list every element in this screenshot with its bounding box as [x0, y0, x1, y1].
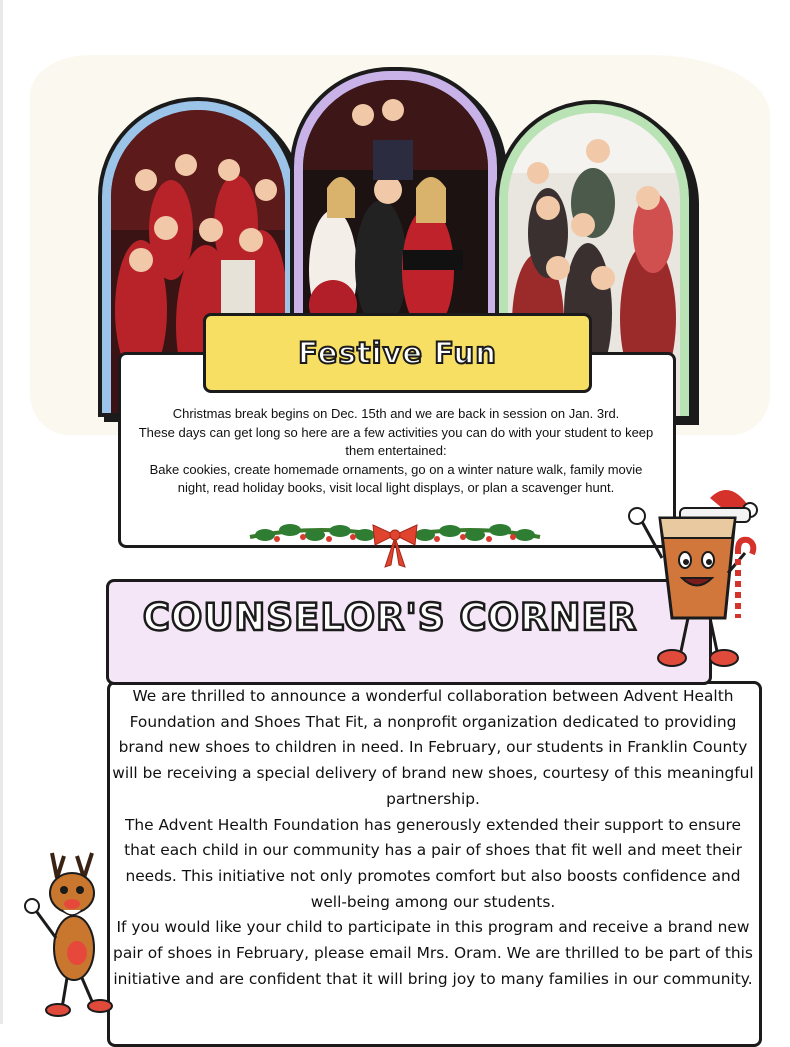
arch-photo-middle [290, 67, 501, 325]
page-edge [0, 0, 3, 1024]
festive-line-activities: Bake cookies, create homemade ornaments, go on a winter nature walk, family movie night, read holiday books, visit local light displays, or plan a scavenger hunt. [149, 461, 643, 495]
choir-photo-middle [303, 80, 488, 321]
festive-line-intro: These days can get long so here are a few activities you can do with your student to keep them entertained: [138, 424, 654, 458]
reindeer-mascot-icon [22, 848, 122, 1018]
coffee-cup-mascot-icon [620, 478, 760, 678]
counselor-paragraph-support: The Advent Health Foundation has generously extended their support to ensure that each child in our community has a pair of shoes that fit well and meet their needs. This initiative not only promotes comfort but also boosts confidence and well-being among our students. [124, 815, 742, 911]
festive-fun-text [136, 405, 656, 498]
counselors-corner-title: COUNSELOR'S CORNER [142, 596, 638, 639]
counselor-message-text [112, 684, 754, 992]
festive-fun-title: Festive Fun [298, 336, 497, 370]
festive-fun-title-banner [203, 313, 592, 393]
holly-garland-icon [245, 515, 545, 575]
counselor-paragraph-participate: If you would like your child to participate in this program and receive a brand new pair of shoes in February, please email Mrs. Oram. We are thrilled to be part of this initiative and are confident that it will bring joy to many families in our community. [113, 918, 753, 988]
festive-line-dates: Christmas break begins on Dec. 15th and we are back in session on Jan. 3rd. [172, 406, 620, 421]
counselor-paragraph-announcement: We are thrilled to announce a wonderful collaboration between Advent Health Foundation and Shoes That Fit, a nonprofit organization dedicated to providing brand new shoes to children in need. In February, our students in Franklin County will be receiving a special delivery of brand new shoes, courtesy of this meaningful partnership. [112, 687, 754, 808]
